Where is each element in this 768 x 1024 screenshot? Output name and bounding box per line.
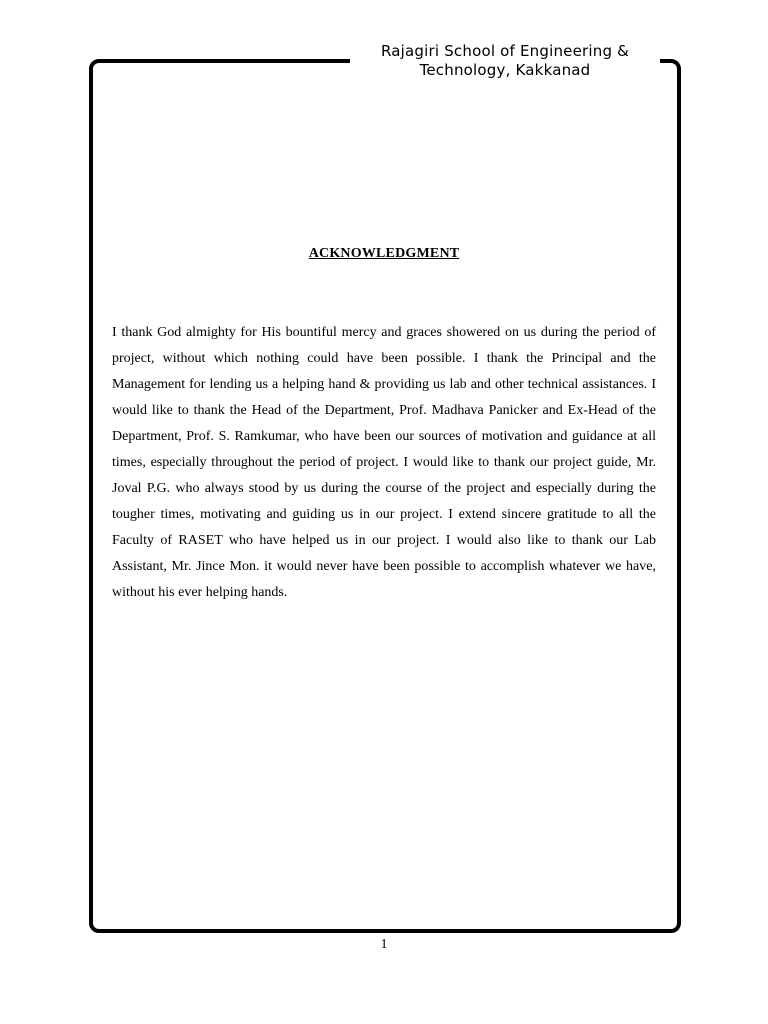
acknowledgment-paragraph: I thank God almighty for His bountiful mercy and graces showered on us during the period of project, without which nothing could have been possible. I thank the Principal and the Management for lending us a helping hand & providing us lab and other technical assistances. I would like to thank the Head of the Department, Prof. Madhava Panicker and Ex-Head of the Department, Prof. S. Ramkumar, who have been our sources of motivation and guidance at all times, especially throughout the period of project. I would like to thank our project guide, Mr. Joval P.G. who always stood by us during the course of the project and especially during the tougher times, motivating and guiding us in our project. I extend sincere gratitude to all the Faculty of RASET who have helped us in our project. I would also like to thank our Lab Assistant, Mr. Jince Mon. it would never have been possible to accomplish whatever we have, without his ever helping hands. bbox=[112, 325, 656, 600]
institution-name-line-1: Rajagiri School of Engineering & bbox=[380, 42, 630, 60]
page-number: 1 bbox=[380, 937, 388, 952]
page-title: ACKNOWLEDGMENT bbox=[308, 246, 460, 261]
institution-header bbox=[350, 42, 660, 80]
institution-name-line-2: Technology, Kakkanad bbox=[419, 61, 591, 79]
